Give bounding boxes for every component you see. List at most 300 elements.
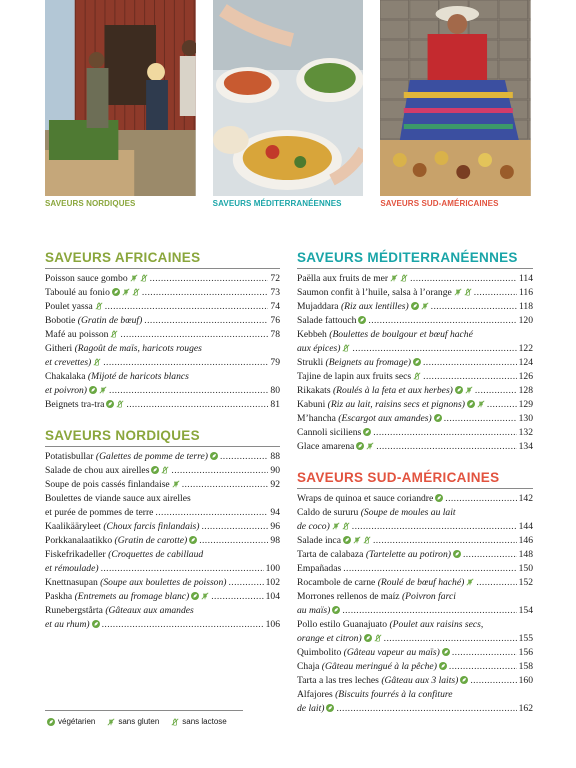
toc-entry[interactable]	[297, 688, 533, 716]
recipe-name: Taboulé au fonio	[45, 287, 110, 298]
leader-dots	[228, 576, 263, 590]
recipe-subtitle: (Gâteau aux 3 laits)	[381, 675, 459, 686]
recipe-subtitle: de lait)	[297, 703, 325, 714]
page-number: 128	[518, 385, 533, 396]
page-number: 116	[518, 287, 533, 298]
crossed-wheat-icon	[172, 480, 180, 488]
recipe-name: Glace amarena	[297, 441, 355, 452]
page-number: 150	[518, 563, 533, 574]
toc-entry[interactable]	[45, 300, 280, 314]
recipe-name: Salade fattouch	[297, 315, 357, 326]
recipe-name: Saumon confit à l’huile, salsa à l’orange	[297, 287, 452, 298]
leader-dots	[211, 590, 263, 604]
toc-entry-line	[45, 520, 280, 534]
toc-entry-line	[45, 618, 280, 632]
toc-entry[interactable]	[45, 576, 280, 590]
recipe-name: Githeri	[45, 343, 73, 354]
toc-entry[interactable]	[297, 356, 533, 370]
recipe-name: Tarta a las tres leches	[297, 675, 379, 686]
toc-entry-line	[297, 646, 533, 660]
toc-entry-line	[45, 548, 280, 562]
toc-entry[interactable]	[45, 548, 280, 576]
toc-entry[interactable]	[45, 286, 280, 300]
recipe-subtitle: (Poulet aux raisins secs,	[389, 619, 484, 630]
leader-dots	[171, 464, 268, 478]
recipe-name: Porkkanalaatikko	[45, 535, 113, 546]
leader-dots	[431, 300, 517, 314]
toc-entry[interactable]	[297, 398, 533, 412]
page-number: 155	[518, 633, 533, 644]
toc-entry-line	[297, 370, 533, 384]
toc-entry[interactable]	[297, 412, 533, 426]
recipe-name: Quimbolito	[297, 647, 342, 658]
toc-entry-line	[297, 548, 533, 562]
leaf-icon	[151, 466, 159, 474]
section-african	[45, 250, 280, 412]
toc-entry[interactable]	[45, 342, 280, 370]
recipe-subtitle: (Gâteau meringué à la pêche)	[321, 661, 437, 672]
toc-entry[interactable]	[297, 314, 533, 328]
photo-mediterranean-table	[213, 0, 364, 196]
toc-entry-line	[297, 412, 533, 426]
page-number: 106	[265, 619, 280, 630]
crossed-wheat-icon	[130, 274, 138, 282]
leaf-icon	[434, 414, 442, 422]
recipe-subtitle: (Poivron farci	[401, 591, 456, 602]
toc-entry[interactable]	[297, 328, 533, 356]
toc-entry[interactable]	[45, 398, 280, 412]
recipe-name: Kebbeh	[297, 329, 327, 340]
leaf-icon	[92, 620, 100, 628]
page-number: 80	[270, 385, 280, 396]
toc-entry-line	[45, 384, 280, 398]
page-number: 98	[270, 535, 280, 546]
leaf-icon	[356, 442, 364, 450]
leaf-icon	[453, 550, 461, 558]
recipe-subtitle: (Galettes de pomme de terre)	[95, 451, 208, 462]
leaf-icon	[413, 358, 421, 366]
leader-dots	[182, 478, 269, 492]
crossed-bottle-icon	[171, 718, 179, 726]
toc-entry-line	[45, 286, 280, 300]
photo-captions	[45, 199, 531, 208]
recipe-subtitle: (Gâteaux aux amandes	[105, 605, 194, 616]
crossed-bottle-icon	[400, 274, 408, 282]
toc-entry[interactable]	[297, 286, 533, 300]
page-number: 130	[518, 413, 533, 424]
recipe-subtitle: (Escargot aux amandes)	[338, 413, 432, 424]
toc-entry-line	[45, 464, 280, 478]
recipe-name: Knettnasupan	[45, 577, 98, 588]
recipe-subtitle: (Soupe aux boulettes de poisson)	[100, 577, 227, 588]
leader-dots	[487, 398, 517, 412]
page-number: 94	[270, 507, 280, 518]
toc-entry[interactable]	[45, 370, 280, 398]
recipe-name: Soupe de pois cassés finlandaise	[45, 479, 170, 490]
toc-entry[interactable]	[297, 492, 533, 506]
crossed-wheat-icon	[122, 288, 130, 296]
recipe-subtitle: et rémoulade)	[45, 563, 99, 574]
crossed-wheat-icon	[466, 578, 474, 586]
page-number: 158	[518, 661, 533, 672]
leaf-icon	[455, 386, 463, 394]
recipe-name: Fiskefrikadeller	[45, 549, 106, 560]
recipe-subtitle: et crevettes)	[45, 357, 92, 368]
recipe-name: Cannoli siciliens	[297, 427, 362, 438]
crossed-wheat-icon	[99, 386, 107, 394]
recipe-subtitle: (Gratin de bœuf)	[77, 315, 143, 326]
page-number: 81	[270, 399, 280, 410]
crossed-bottle-icon	[116, 400, 124, 408]
leaf-icon	[106, 400, 114, 408]
toc-entry[interactable]	[297, 590, 533, 618]
page-number: 148	[518, 549, 533, 560]
recipe-name: Runebergstårta	[45, 605, 103, 616]
toc-entry-line	[297, 286, 533, 300]
page-number: 142	[518, 493, 533, 504]
leader-dots	[368, 314, 516, 328]
leaf-icon	[439, 662, 447, 670]
crossed-wheat-icon	[107, 718, 115, 726]
leaf-icon	[191, 592, 199, 600]
toc-entry-line	[297, 506, 533, 520]
crossed-wheat-icon	[353, 536, 361, 544]
recipe-name: Salade de chou aux airelles	[45, 465, 150, 476]
leaf-icon	[442, 648, 450, 656]
leader-dots	[449, 660, 517, 674]
toc-entry-line	[297, 328, 533, 342]
crossed-bottle-icon	[374, 634, 382, 642]
toc-entry[interactable]	[297, 660, 533, 674]
crossed-wheat-icon	[201, 592, 209, 600]
crossed-bottle-icon	[140, 274, 148, 282]
leader-dots	[452, 646, 517, 660]
recipe-subtitle: et poivron)	[45, 385, 88, 396]
page-number: 132	[518, 427, 533, 438]
crossed-bottle-icon	[132, 288, 140, 296]
crossed-wheat-icon	[332, 522, 340, 530]
recipe-name: Alfajores	[297, 689, 333, 700]
recipe-name: Mujaddara	[297, 301, 339, 312]
leader-dots	[410, 272, 517, 286]
leader-dots	[352, 342, 516, 356]
crossed-bottle-icon	[464, 288, 472, 296]
crossed-bottle-icon	[161, 466, 169, 474]
leader-dots	[142, 286, 269, 300]
recipe-subtitle: (Boulettes de boulgour et bœuf haché	[329, 329, 473, 340]
leader-dots	[352, 520, 517, 534]
toc-entry[interactable]	[297, 576, 533, 590]
leader-dots	[150, 272, 269, 286]
toc-entry-line	[45, 604, 280, 618]
toc-entry-line	[297, 590, 533, 604]
page-number: 122	[518, 343, 533, 354]
toc-entry-line	[45, 506, 280, 520]
leader-dots	[373, 426, 516, 440]
recipe-name: Morrones rellenos de maíz	[297, 591, 400, 602]
leaf-icon	[89, 386, 97, 394]
toc-entry[interactable]	[297, 426, 533, 440]
legend	[45, 710, 243, 726]
toc-entry[interactable]	[45, 492, 280, 520]
photo-strip	[45, 0, 531, 196]
toc-entry[interactable]	[297, 618, 533, 646]
page-number: 76	[270, 315, 280, 326]
leader-dots	[103, 356, 268, 370]
leader-dots	[342, 604, 516, 618]
recipe-name: Salade inca	[297, 535, 341, 546]
recipe-subtitle: et au rhum)	[45, 619, 90, 630]
toc-entry-line	[297, 398, 533, 412]
recipe-name: Rikakats	[297, 385, 331, 396]
toc-entry-line	[297, 688, 533, 702]
leader-dots	[423, 370, 516, 384]
leader-dots	[373, 534, 517, 548]
page-number: 74	[270, 301, 280, 312]
toc-entry-line	[45, 300, 280, 314]
toc-entry-line	[45, 562, 280, 576]
leader-dots	[120, 328, 268, 342]
page-number: 152	[518, 577, 533, 588]
left-column	[45, 250, 280, 648]
recipe-subtitle: (Tartelette au potiron)	[365, 549, 451, 560]
recipe-subtitle: (Mijoté de haricots blancs	[87, 371, 189, 382]
toc-entry[interactable]	[45, 272, 280, 286]
caption-mediterranean: SAVEURS MÉDITERRANÉENNES	[212, 199, 342, 208]
leaf-icon	[435, 494, 443, 502]
legend-lactose-free	[169, 717, 226, 726]
caption-south-american: SAVEURS SUD-AMÉRICAINES	[380, 199, 499, 208]
recipe-name: Bobotie	[45, 315, 76, 326]
toc-entry[interactable]	[297, 300, 533, 314]
recipe-subtitle: (Gâteau vapeur au maïs)	[343, 647, 440, 658]
recipe-subtitle: (Choux farcis finlandais)	[103, 521, 200, 532]
toc-entry[interactable]	[297, 506, 533, 534]
legend-gluten-free-label: sans gluten	[118, 717, 160, 726]
recipe-name: Tarta de calabaza	[297, 549, 364, 560]
leader-dots	[475, 384, 517, 398]
recipe-subtitle: (Entremets au fromage blanc)	[74, 591, 190, 602]
crossed-wheat-icon	[465, 386, 473, 394]
toc-entry-line	[297, 440, 533, 454]
leader-dots	[199, 534, 268, 548]
right-column	[297, 250, 533, 732]
page-number: 129	[518, 399, 533, 410]
recipe-subtitle: (Croquettes de cabillaud	[108, 549, 204, 560]
leader-dots	[444, 412, 517, 426]
page-number: 78	[270, 329, 280, 340]
recipe-subtitle: (Gratin de carotte)	[114, 535, 188, 546]
section-title-mediterranean: SAVEURS MÉDITERRANÉENNES	[297, 250, 533, 269]
leader-dots	[384, 632, 517, 646]
recipe-name: Poulet yassa	[45, 301, 93, 312]
recipe-subtitle: (Soupe de moules au lait	[360, 507, 456, 518]
legend-lactose-free-label: sans lactose	[182, 717, 227, 726]
toc-entry-line	[297, 300, 533, 314]
page-number: 162	[518, 703, 533, 714]
section-title-nordic: SAVEURS NORDIQUES	[45, 428, 280, 447]
leaf-icon	[358, 316, 366, 324]
recipe-subtitle: (Roulé de bœuf haché)	[377, 577, 465, 588]
toc-entry-line	[45, 450, 280, 464]
toc-entry-line	[297, 674, 533, 688]
toc-entry-line	[45, 314, 280, 328]
toc-entry[interactable]	[45, 450, 280, 464]
leader-dots	[336, 702, 516, 716]
page-number: 73	[270, 287, 280, 298]
toc-entry-line	[45, 356, 280, 370]
leader-dots	[144, 314, 268, 328]
toc-entry-line	[45, 342, 280, 356]
leaf-icon	[47, 718, 55, 726]
section-title-african: SAVEURS AFRICAINES	[45, 250, 280, 269]
crossed-wheat-icon	[421, 302, 429, 310]
toc-entry[interactable]	[45, 590, 280, 604]
toc-entry-line	[297, 604, 533, 618]
leader-dots	[470, 674, 516, 688]
toc-entry[interactable]	[297, 272, 533, 286]
recipe-subtitle: de coco)	[297, 521, 330, 532]
leaf-icon	[460, 676, 468, 684]
leaf-icon	[112, 288, 120, 296]
page-number: 88	[270, 451, 280, 462]
crossed-wheat-icon	[366, 442, 374, 450]
toc-entry-line	[297, 356, 533, 370]
page-number: 90	[270, 465, 280, 476]
toc-entry[interactable]	[45, 520, 280, 534]
recipe-name: Kaalikääryleet	[45, 521, 101, 532]
recipe-name: Chaja	[297, 661, 320, 672]
toc-entry[interactable]	[297, 440, 533, 454]
toc-entry-line	[297, 632, 533, 646]
leader-dots	[105, 300, 269, 314]
toc-entry[interactable]	[45, 328, 280, 342]
legend-gluten-free	[105, 717, 159, 726]
toc-entry-line	[297, 534, 533, 548]
toc-entry[interactable]	[45, 534, 280, 548]
crossed-bottle-icon	[342, 522, 350, 530]
toc-entry[interactable]	[297, 534, 533, 548]
page-number: 146	[518, 535, 533, 546]
recipe-name: Empañadas	[297, 563, 342, 574]
toc-entry-line	[297, 492, 533, 506]
recipe-name: Tajine de lapin aux fruits secs	[297, 371, 412, 382]
page-number: 118	[518, 301, 533, 312]
recipe-name: Strukli	[297, 357, 324, 368]
leader-dots	[423, 356, 517, 370]
page-number: 154	[518, 605, 533, 616]
crossed-bottle-icon	[93, 358, 101, 366]
toc-entry[interactable]	[297, 548, 533, 562]
toc-entry-line	[45, 534, 280, 548]
toc-entry-line	[297, 384, 533, 398]
toc-entry[interactable]	[297, 562, 533, 576]
recipe-name: Potatisbullar	[45, 451, 94, 462]
leaf-icon	[411, 302, 419, 310]
toc-entry[interactable]	[297, 646, 533, 660]
toc-entry-line	[297, 520, 533, 534]
section-mediterranean	[297, 250, 533, 454]
recipe-subtitle: orange et citron)	[297, 633, 362, 644]
page-number: 160	[518, 675, 533, 686]
section-title-south-american: SAVEURS SUD-AMÉRICAINES	[297, 470, 533, 489]
toc-entry[interactable]	[45, 314, 280, 328]
page-number: 144	[518, 521, 533, 532]
recipe-name: Kabuni	[297, 399, 326, 410]
recipe-name: et purée de pommes de terre	[45, 507, 154, 518]
toc-entry-line	[297, 426, 533, 440]
crossed-bottle-icon	[110, 330, 118, 338]
leaf-icon	[326, 704, 334, 712]
toc-entry-line	[45, 398, 280, 412]
toc-entry-line	[45, 576, 280, 590]
leaf-icon	[332, 606, 340, 614]
leader-dots	[126, 398, 268, 412]
toc-entry-line	[45, 272, 280, 286]
photo-south-american-vendor	[380, 0, 531, 196]
recipe-name: Paskha	[45, 591, 73, 602]
crossed-bottle-icon	[363, 536, 371, 544]
leader-dots	[101, 562, 264, 576]
crossed-bottle-icon	[413, 372, 421, 380]
leader-dots	[201, 520, 268, 534]
page-number: 156	[518, 647, 533, 658]
toc-entry[interactable]	[45, 478, 280, 492]
page-number: 72	[270, 273, 280, 284]
page-number: 134	[518, 441, 533, 452]
leader-dots	[155, 506, 268, 520]
recipe-name: Rocambole de carne	[297, 577, 376, 588]
page-number: 126	[518, 371, 533, 382]
page-number: 100	[265, 563, 280, 574]
caption-nordic: SAVEURS NORDIQUES	[45, 199, 136, 208]
crossed-wheat-icon	[477, 400, 485, 408]
leaf-icon	[364, 634, 372, 642]
toc-entry[interactable]	[297, 674, 533, 688]
recipe-subtitle: (Riz aux lentilles)	[340, 301, 409, 312]
toc-entry[interactable]	[297, 370, 533, 384]
leaf-icon	[363, 428, 371, 436]
toc-entry[interactable]	[45, 464, 280, 478]
toc-entry-line	[297, 562, 533, 576]
page-number: 114	[518, 273, 533, 284]
recipe-subtitle: (Riz au lait, raisins secs et pignons)	[327, 399, 465, 410]
page-number: 102	[265, 577, 280, 588]
recipe-name: Wraps de quinoa et sauce coriandre	[297, 493, 434, 504]
toc-entry[interactable]	[45, 604, 280, 632]
leader-dots	[102, 618, 264, 632]
leader-dots	[376, 440, 516, 454]
leader-dots	[445, 492, 516, 506]
toc-entry-line	[45, 370, 280, 384]
leaf-icon	[343, 536, 351, 544]
leaf-icon	[467, 400, 475, 408]
page-number: 79	[270, 357, 280, 368]
recipe-name: Chakalaka	[45, 371, 86, 382]
toc-entry[interactable]	[297, 384, 533, 398]
recipe-subtitle: au maïs)	[297, 605, 331, 616]
legend-vegetarian-label: végétarien	[58, 717, 96, 726]
leaf-icon	[210, 452, 218, 460]
leader-dots	[463, 548, 517, 562]
toc-entry-line	[297, 702, 533, 716]
toc-entry-line	[297, 660, 533, 674]
recipe-name: Caldo de sururu	[297, 507, 359, 518]
section-south-american	[297, 470, 533, 716]
recipe-subtitle: (Ragoût de maïs, haricots rouges	[74, 343, 202, 354]
toc-entry-line	[45, 478, 280, 492]
crossed-wheat-icon	[454, 288, 462, 296]
